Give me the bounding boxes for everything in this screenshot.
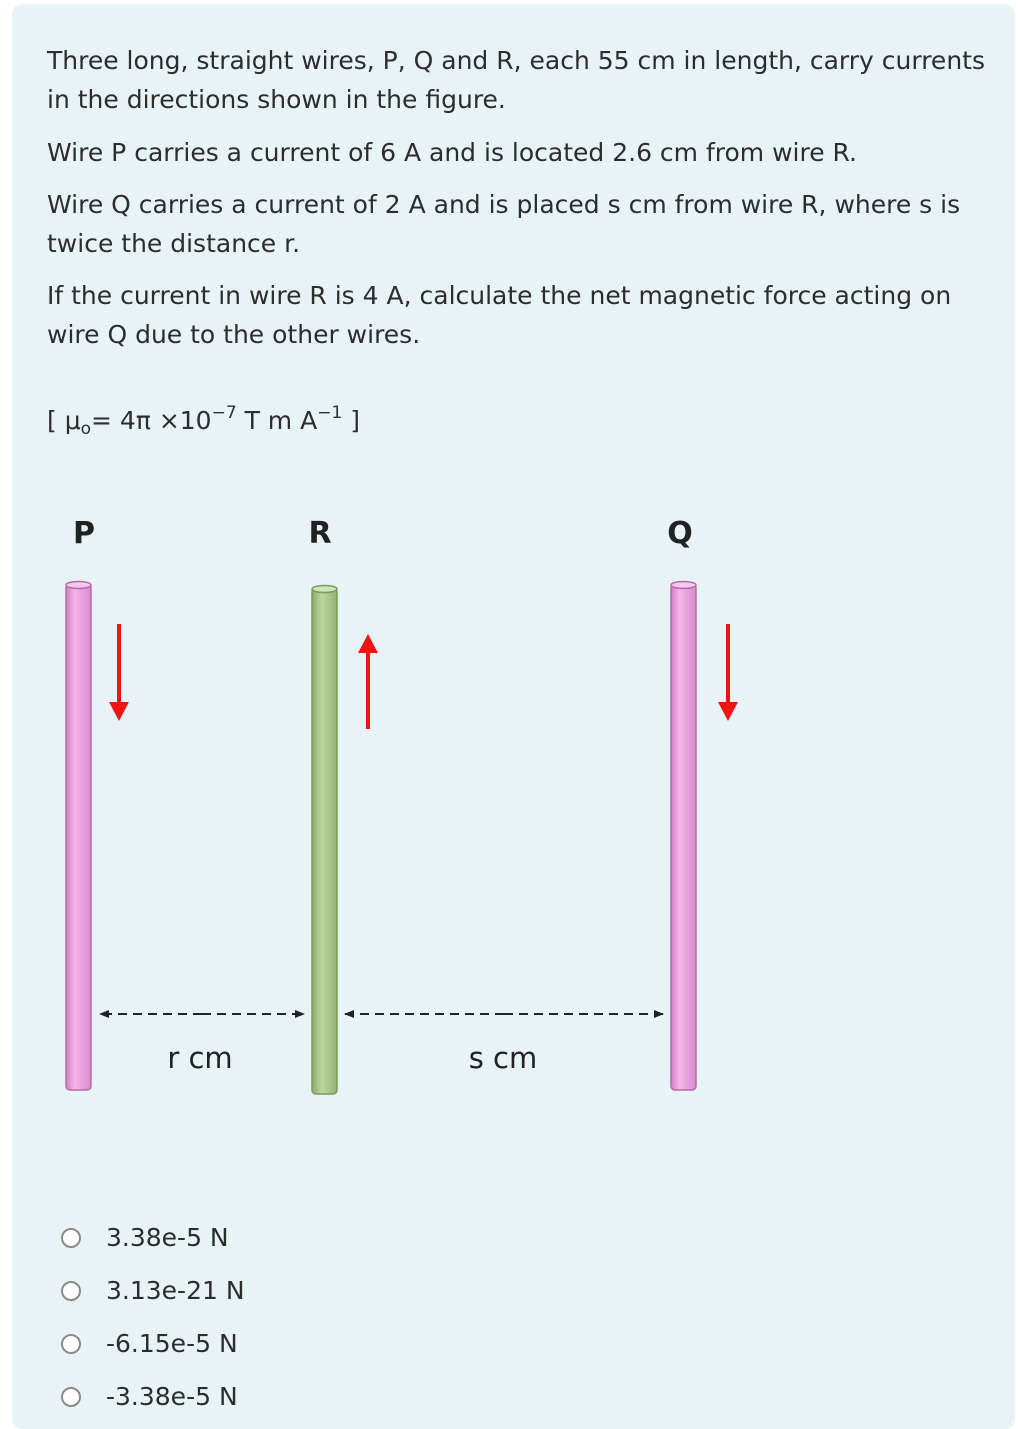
constant-open: [ μ <box>47 406 81 435</box>
wire-label-q: Q <box>667 516 693 551</box>
wire-r <box>312 586 337 1095</box>
wire-label-r: R <box>308 516 332 551</box>
question-paragraph-1: Three long, straight wires, P, Q and R, each 55 cm in length, carry currents in the directions shown in the figure. <box>47 46 985 114</box>
constant-close: ] <box>342 406 360 435</box>
answer-option-label: 3.13e-21 N <box>106 1276 245 1305</box>
current-arrow-q-down <box>718 624 738 721</box>
constant-mid: = 4π ×10 <box>91 406 212 435</box>
answer-option-label: 3.38e-5 N <box>106 1223 229 1252</box>
answer-option-3[interactable] <box>61 1317 561 1370</box>
radio-button[interactable] <box>61 1334 81 1354</box>
radio-button[interactable] <box>61 1281 81 1301</box>
wire-label-p: P <box>73 516 95 551</box>
current-arrow-r-up <box>358 634 378 729</box>
answer-option-2[interactable] <box>61 1264 561 1317</box>
answer-option-1[interactable] <box>61 1211 561 1264</box>
answer-option-label: -3.38e-5 N <box>106 1382 238 1411</box>
wire-p <box>66 582 91 1091</box>
question-paragraph-3: Wire Q carries a current of 2 A and is placed s cm from wire R, where s is twice the distance r. <box>47 190 961 258</box>
radio-button[interactable] <box>61 1228 81 1248</box>
constant-unit-exponent: −1 <box>317 403 343 423</box>
constant-exponent: −7 <box>211 403 237 423</box>
wire-q <box>671 582 696 1091</box>
constant-subscript: o <box>80 419 92 439</box>
current-arrow-p-down <box>109 624 129 721</box>
answer-option-label: -6.15e-5 N <box>106 1329 238 1358</box>
distance-label-s: s cm <box>468 1041 538 1075</box>
question-card <box>12 4 1015 1429</box>
constant-unit: T m A <box>236 406 318 435</box>
question-paragraph-4: If the current in wire R is 4 A, calculate the net magnetic force acting on wire Q due to the other wires. <box>47 281 952 349</box>
radio-button[interactable] <box>61 1387 81 1407</box>
answer-option-4[interactable] <box>61 1370 561 1423</box>
distance-label-r: r cm <box>167 1041 233 1075</box>
answer-options <box>61 1211 561 1423</box>
wires-figure <box>12 4 1015 1134</box>
question-paragraph-2: Wire P carries a current of 6 A and is located 2.6 cm from wire R. <box>47 138 857 167</box>
